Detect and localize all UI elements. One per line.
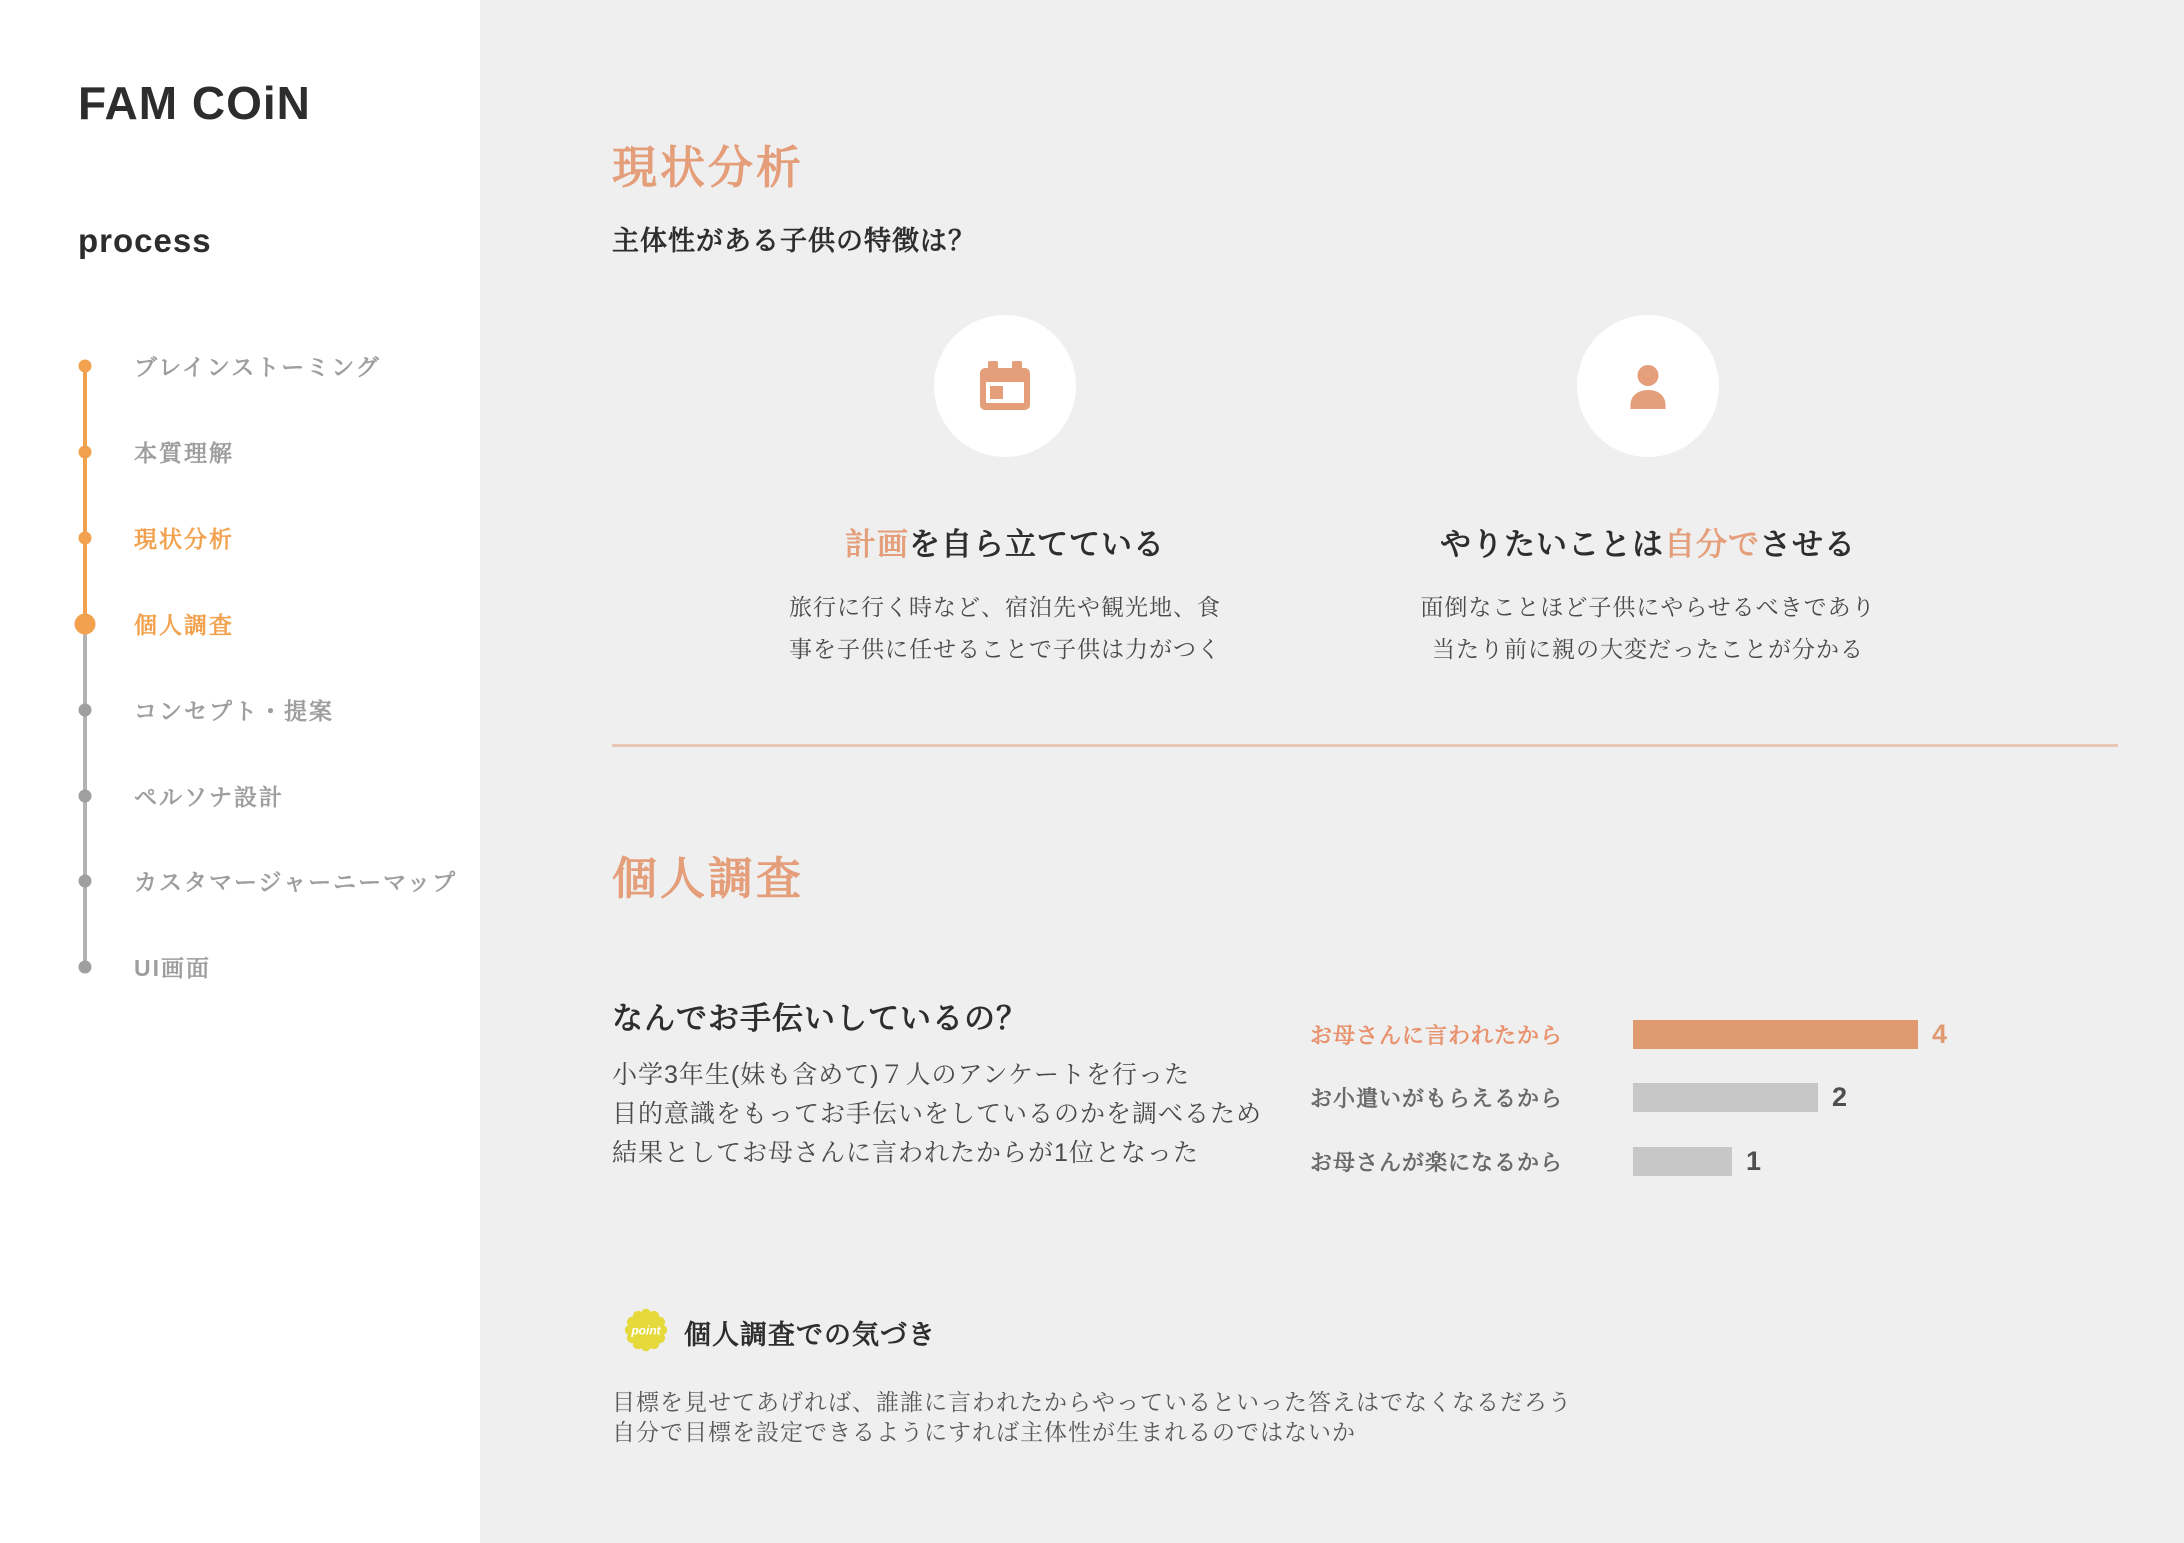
step-label: 個人調査: [134, 611, 234, 638]
insight-title: 個人調査での気づき: [684, 1320, 936, 1350]
chart-value: 1: [1746, 1146, 1762, 1176]
logo: FAM COiN: [78, 77, 311, 129]
step-label: コンセプト・提案: [134, 697, 334, 724]
card-description-line: 面倒なことほど子供にやらせるべきであり: [1420, 594, 1876, 620]
step-label: ペルソナ設計: [134, 783, 284, 810]
insight-text-line: 目標を見せてあげれば、誰誰に言われたからやっているといった答えはでなくなるだろう: [612, 1389, 1572, 1415]
analysis-section-title: 現状分析: [612, 142, 805, 193]
card-title-accent: 計画: [845, 527, 909, 562]
insight-text-line: 自分で目標を設定できるようにすれば主体性が生まれるのではないか: [612, 1419, 1356, 1445]
chart-bar: [1633, 1083, 1818, 1112]
chart-value: 2: [1832, 1082, 1848, 1112]
timeline-line-done: [83, 366, 87, 624]
card-title-accent: 自分で: [1664, 527, 1760, 562]
card-circle: [934, 315, 1076, 457]
step-label: 現状分析: [134, 525, 234, 552]
step-label: ブレインストーミング: [134, 353, 381, 380]
step-label: カスタマージャーニーマップ: [134, 868, 458, 895]
point-badge-icon: [623, 1307, 669, 1353]
survey-question: なんでお手伝いしているの？: [612, 1001, 1028, 1036]
chart-row: [1253, 1147, 1761, 1176]
card-title-pre: やりたいことは: [1440, 527, 1664, 562]
chart-bar: [1633, 1147, 1732, 1176]
step-dot: [79, 704, 92, 717]
card-title: [1348, 519, 1948, 564]
card-description-line: 旅行に行く時など、宿泊先や観光地、食: [789, 594, 1221, 620]
step-dot: [75, 614, 96, 635]
step-label: UI画面: [134, 954, 211, 981]
survey-description-line: 目的意識をもってお手伝いをしているのかを調べるため: [612, 1100, 1263, 1128]
feature-card-self-doing: [1348, 315, 1948, 670]
chart-label: お小遣いがもらえるから: [1309, 1086, 1563, 1111]
survey-description-line: 小学3年生(妹も含めて)７人のアンケートを行った: [612, 1061, 1191, 1089]
feature-card-planning: [705, 315, 1305, 670]
step-dot: [79, 790, 92, 803]
card-description: [1348, 586, 1948, 670]
survey-description-line: 結果としてお母さんに言われたからが1位となった: [612, 1139, 1199, 1167]
step-dot: [79, 961, 92, 974]
chart-value: 4: [1932, 1019, 1948, 1049]
calendar-icon: [979, 361, 1031, 411]
survey-description: [612, 1056, 1262, 1173]
card-description-line: 当たり前に親の大変だったことが分かる: [1432, 636, 1864, 662]
step-dot: [79, 446, 92, 459]
step-dot: [79, 875, 92, 888]
step-dot: [79, 360, 92, 373]
step-dot: [79, 532, 92, 545]
insight-text: [612, 1387, 1572, 1447]
chart-row: [1253, 1083, 1847, 1112]
analysis-question: 主体性がある子供の特徴は？: [612, 226, 976, 256]
step-label: 本質理解: [134, 439, 234, 466]
card-title-rest: を自ら立てている: [909, 527, 1165, 562]
section-divider: [612, 744, 2118, 747]
card-circle: [1577, 315, 1719, 457]
chart-label: お母さんが楽になるから: [1309, 1150, 1563, 1175]
card-description-line: 事を子供に任せることで子供は力がつく: [789, 636, 1221, 662]
person-icon: [1624, 362, 1672, 410]
card-description: [705, 586, 1305, 670]
card-title-rest: させる: [1760, 527, 1856, 562]
chart-label: お母さんに言われたから: [1309, 1023, 1563, 1048]
chart-bar: [1633, 1020, 1918, 1049]
sidebar: [0, 0, 480, 1543]
survey-section-title: 個人調査: [612, 853, 805, 904]
point-badge-label: point: [631, 1323, 661, 1338]
card-title: [705, 519, 1305, 564]
process-section-title: process: [78, 222, 212, 259]
chart-row: [1253, 1020, 1947, 1049]
